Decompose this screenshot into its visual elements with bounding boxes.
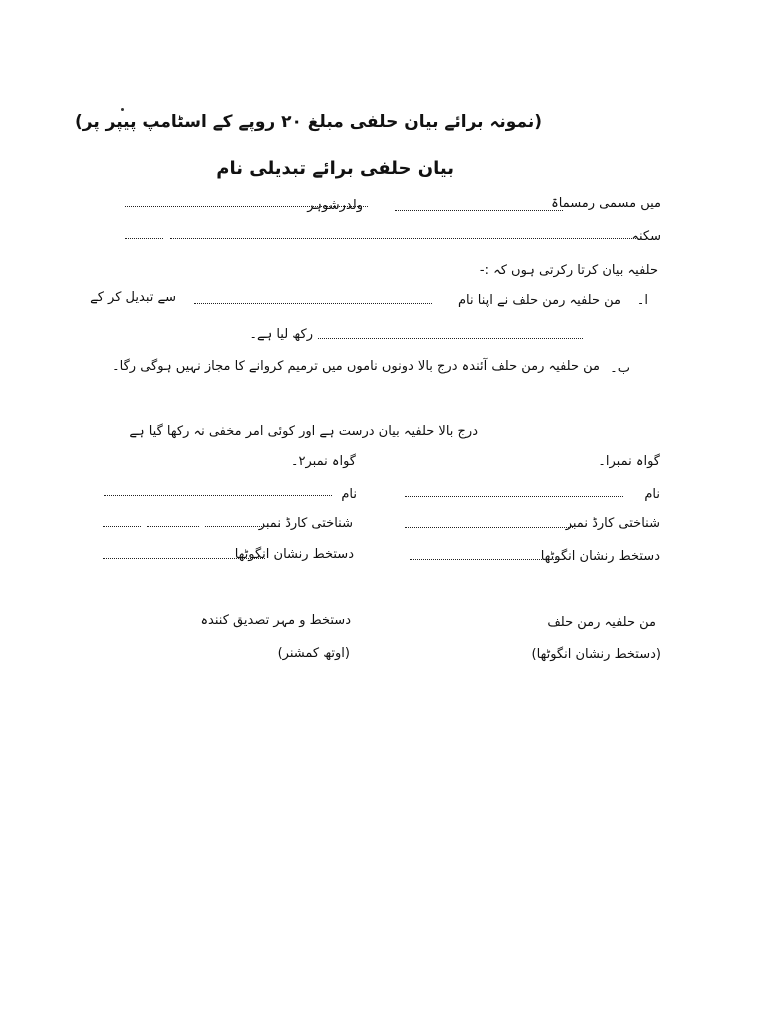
name-field[interactable] — [395, 210, 563, 211]
deponent-title: من حلفیہ رمن حلف — [547, 615, 656, 630]
witness1-sign-field[interactable] — [410, 559, 562, 560]
witness2-id-label: شناختی کارڈ نمبر — [258, 516, 353, 531]
item-a-marker: ا۔ — [636, 293, 648, 308]
witness2-sign-field[interactable] — [103, 558, 265, 559]
witness1-sign-label: دستخط رنشان انگوٹھا — [540, 549, 660, 564]
name-label: میں مسمی رمسماۃ — [551, 196, 661, 211]
resident-label: سکنہ — [631, 229, 661, 244]
item-a-text: من حلفیہ رمن حلف نے اپنا نام — [457, 293, 621, 308]
new-name-field[interactable] — [318, 338, 583, 339]
witness2-title: گواہ نمبر۲۔ — [290, 454, 356, 469]
statement-intro: حلفیہ بیان کرتا رکرتی ہوں کہ :- — [479, 263, 658, 278]
witness2-name-field[interactable] — [104, 495, 332, 496]
deponent-note: (دستخط رنشان انگوٹھا) — [531, 647, 661, 662]
item-b-marker: ب۔ — [610, 361, 630, 376]
attester-note: (اوتھ کمشنر) — [277, 646, 350, 661]
item-a-tail: سے تبدیل کر کے — [90, 290, 176, 305]
resident-field-1[interactable] — [170, 238, 638, 239]
attester-title: دستخط و مہر تصدیق کنندہ — [200, 613, 351, 628]
declaration: درج بالا حلفیہ بیان درست ہے اور کوئی امر مخفی نہ رکھا گیا ہے — [129, 424, 478, 439]
form-title: (نمونہ برائے بیان حلفی مبلغ ۲۰ روپے کے اسٹامپ پیپر پر) — [75, 112, 542, 132]
witness1-title: گواہ نمبرا۔ — [598, 454, 660, 469]
witness2-id-field-3[interactable] — [205, 526, 280, 527]
item-a-line2: رکھ لیا ہے۔ — [249, 327, 313, 342]
stray-mark — [121, 108, 124, 111]
witness1-id-field[interactable] — [405, 527, 573, 528]
item-b-text: من حلفیہ رمن حلف آئندہ درج بالا دونوں ناموں میں ترمیم کروانے کا مجاز نہیں ہوگی رگا۔ — [112, 359, 600, 374]
witness2-id-field-1[interactable] — [103, 526, 141, 527]
witness2-sign-label: دستخط رنشان انگوٹھا — [234, 547, 354, 562]
witness2-name-label: نام — [341, 487, 357, 502]
witness1-name-field[interactable] — [405, 496, 623, 497]
father-husband-field[interactable] — [125, 206, 368, 207]
witness1-name-label: نام — [644, 487, 660, 502]
form-subtitle: بیان حلفی برائے تبدیلی نام — [216, 158, 454, 179]
old-name-field[interactable] — [194, 303, 432, 304]
witness2-id-field-2[interactable] — [147, 526, 199, 527]
father-husband-label: ولدرشوہر — [307, 198, 363, 213]
witness1-id-label: شناختی کارڈ نمبر — [565, 516, 660, 531]
resident-field-2[interactable] — [125, 238, 163, 239]
